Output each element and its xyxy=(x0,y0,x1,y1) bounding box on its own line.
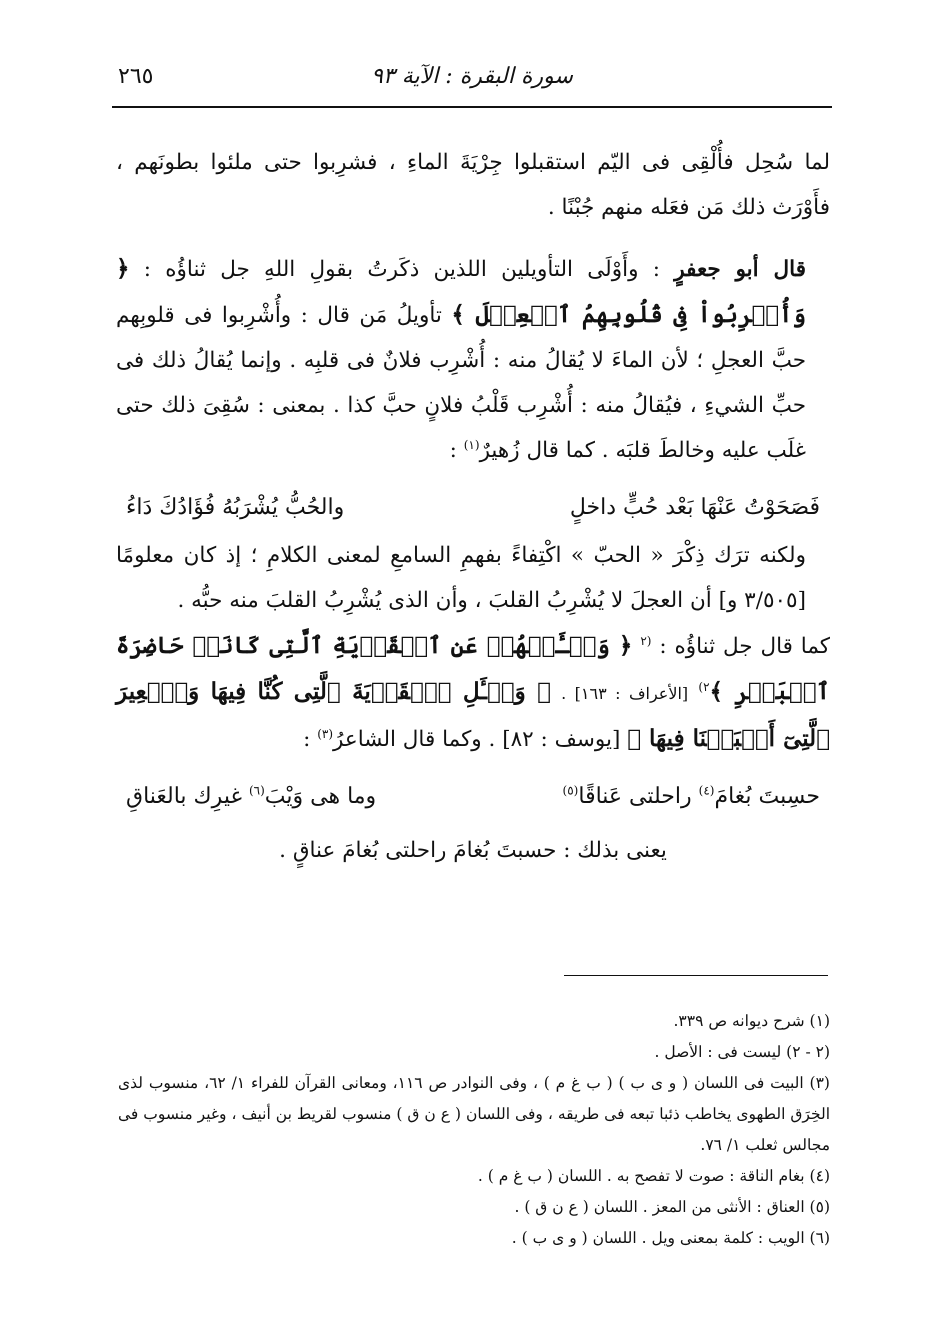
footnote-6: (٦) الويب : كلمة بمعنى ويل . اللسان ( و ى ب ) . xyxy=(511,1229,830,1247)
footnote-4: (٤) بغام الناقة : صوت لا تفصح به . اللسان ( ب غ م ) . xyxy=(477,1167,830,1185)
footnotes xyxy=(118,1006,830,1254)
paragraph-4-text-a: كما قال جل ثناؤُه : xyxy=(659,634,831,659)
page-number: ٢٦٥ xyxy=(118,64,154,89)
paragraph-4-end: : xyxy=(303,727,311,752)
quran-reference-araf: [الأعراف : ١٦٣] . xyxy=(561,684,689,703)
quran-verse: ﴿ وَأُشۡرِبُواْ فِى قُلُوبِهِمُ ٱلۡعِجۡلَ ﴾ xyxy=(116,255,806,328)
verse-2-part-b: راحلتى عَناقًا xyxy=(578,784,692,809)
paragraph-4 xyxy=(116,623,830,762)
footnote-ref-3: (٣) xyxy=(317,726,334,741)
quran-verse-araf: ﴿ وَسۡـَٔلۡهُمۡ عَنِ ٱلۡقَرۡيَةِ ٱلَّتِى كَانَتۡ حَاضِرَةَ ٱلۡبَحۡرِ ﴾ xyxy=(116,632,831,705)
verse-2-part-a: حسِبتَ بُغامَ xyxy=(714,784,820,809)
footnote-divider xyxy=(564,975,828,976)
header-divider xyxy=(112,106,832,108)
verse-2-part-c: وما هى وَيْبَ xyxy=(264,784,377,809)
quran-verse-yusuf: ﴿ وَسۡـَٔلِ ٱلۡقَرۡيَةَ ٱلَّتِى كُنَّا فِيهَا وَٱلۡعِيرَ ٱلَّتِىٓ أَقۡبَلۡنَا فِيهَا ﴾ xyxy=(116,678,830,752)
running-title: سورة البقرة : الآية ٩٣ xyxy=(371,64,573,89)
page-header xyxy=(112,58,832,102)
verse-1-second-hemistich: والحُبُّ يُشْرَبُهُ فُؤَادُكَ دَاءُ xyxy=(126,495,345,520)
paragraph-2-text-a: : وأَوْلَى التأويلين اللذين ذكَرتُ بقولِ اللهِ جل ثناؤُه : xyxy=(143,257,660,282)
verse-2-second-hemistich xyxy=(126,772,376,822)
footnote-1: (١) شرح ديوانه ص ٣٣٩. xyxy=(673,1012,830,1030)
footnote-ref-5: (٥) xyxy=(562,783,579,798)
paragraph-2-text-b: تأويلُ مَن قال : وأُشْرِبوا فى قلوبِهم حبَّ العجلِ ؛ لأن الماءَ لا يُقالُ منه : أُشْرِب فلانٌ فى قلبِه . وإنما يُقالُ ذلك فى حبِّ الشيءِ ، فيُقالُ منه : أُشْرِب قَلْبُ فلانٍ حبَّ كذا . بمعنى : سُقِىَ ذلك حتى غلَب عليه وخالطَ قلبَه . كما قال زُهيرٌ xyxy=(116,303,806,463)
paragraph-2-end: : xyxy=(449,438,457,463)
footnote-3: (٣) البيت فى اللسان ( و ى ب ) ( ب غ م ) ، وفى النوادر ص ١١٦، ومعانى القرآن للفراء ١/ ٦٢، منسوب لذى الخِرَق الطهوى يخاطب ذئبا تبعه فى طريقه ، وفى اللسان ( ع ن ق ) منسوب لقريط بن أنيف ، وغير منسوب فى مجالس ثعلب ١/ ٧٦. xyxy=(118,1074,830,1154)
poetry-verse-1 xyxy=(116,483,830,533)
footnote-5: (٥) العناق : الأنثى من المعز . اللسان ( ع ن ق ) . xyxy=(514,1198,830,1216)
paragraph-3: ولكنه ترَك ذِكْرَ « الحبّ » اكْتِفاءً بفهمِ السامعِ لمعنى الكلامِ ؛ إذ كان معلومًا [٣/٥٠٥ و] أن العجلَ لا يُشْرِبُ القلبَ ، وأن الذى يُشْرِبُ القلبَ منه حبُّه . xyxy=(116,543,806,613)
verse-2-first-hemistich xyxy=(563,772,820,822)
speaker-name: قال أبو جعفرٍ xyxy=(674,257,807,282)
verse-1-first-hemistich: فَصَحَوْتُ عَنْهَا بَعْد حُبٍّ داخلٍ xyxy=(569,495,820,520)
footnote-ref-4: (٤) xyxy=(698,783,715,798)
footnote-ref-2-close: ٢) xyxy=(698,679,710,694)
paragraph-2 xyxy=(116,246,830,473)
quran-reference-yusuf: [يوسف : ٨٢] . وكما قال الشاعرُ xyxy=(333,727,621,752)
poetry-verse-2 xyxy=(116,772,830,822)
paragraph-5: يعنى بذلك : حسبتَ بُغامَ راحلتى بُغامَ عناقٍ . xyxy=(279,838,667,863)
footnote-ref-6: (٦) xyxy=(248,783,265,798)
footnote-ref-1: (١) xyxy=(463,437,480,452)
main-text xyxy=(116,140,830,873)
footnote-ref-2-open: (٢ xyxy=(640,633,652,648)
paragraph-1: لما سُحِل فأُلْقِى فى اليّم استقبلوا جِرْيَةَ الماءِ ، فشرِبوا حتى ملئوا بطونَهم ، فأَوْرَث ذلك مَن فعَله منهم جُبْنًا . xyxy=(116,150,830,220)
footnote-2: (٢ - ٢) ليست فى : الأصل . xyxy=(654,1043,830,1061)
verse-2-part-d: غيرِك بالعَناقِ xyxy=(126,784,242,809)
